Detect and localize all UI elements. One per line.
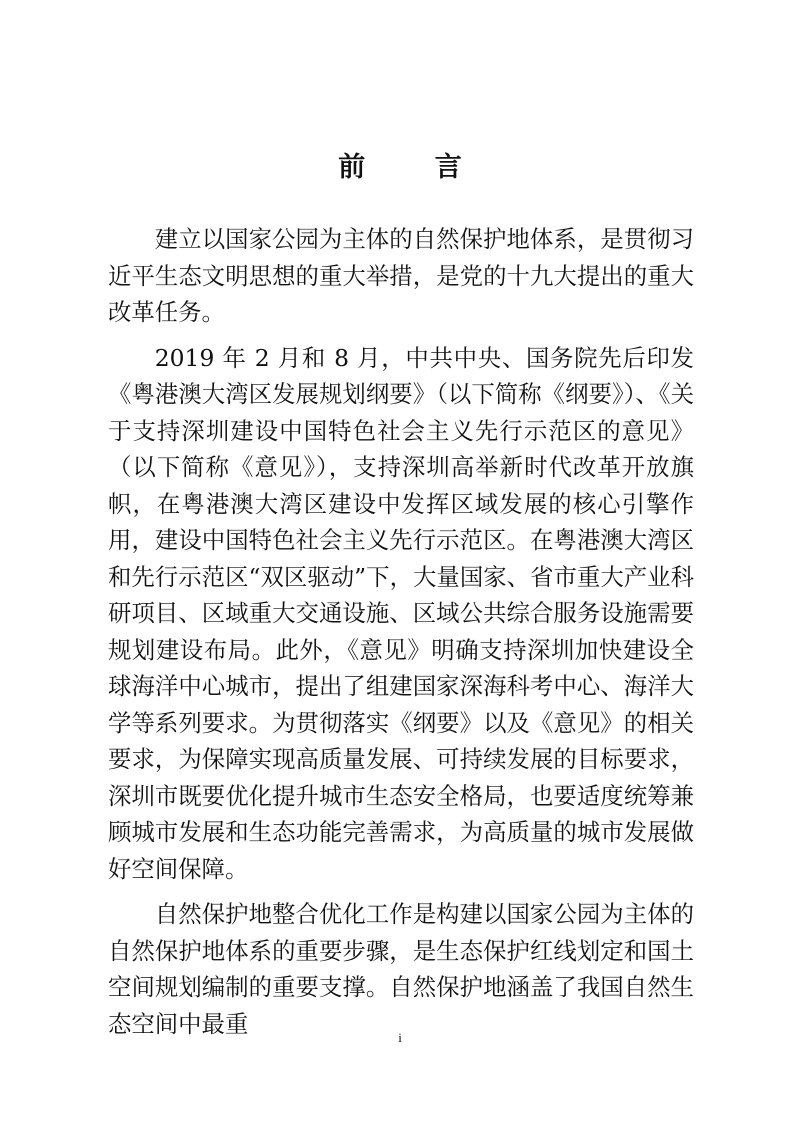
page-title: 前 言 <box>338 152 492 183</box>
paragraph-3: 自然保护地整合优化工作是构建以国家公园为主体的自然保护地体系的重要步骤，是生态保护红线划定和国土空间规划编制的重要支撑。自然保护地涵盖了我国自然生态空间中最重 <box>108 900 694 1038</box>
page-number: i <box>398 1030 402 1045</box>
paragraph-1: 建立以国家公园为主体的自然保护地体系，是贯彻习近平生态文明思想的重大举措，是党的十九大提出的重大改革任务。 <box>108 225 694 326</box>
paragraph-2: 2019 年 2 月和 8 月，中共中央、国务院先后印发《粤港澳大湾区发展规划纲要》（以下简称《纲要》）、《关于支持深圳建设中国特色社会主义先行示范区的意见》（以下简称《意见》），支持深圳高举新时代改革开放旗帜，在粤港澳大湾区建设中发挥区域发展的核心引擎作用，建设中国特色社会主义先行示范区。在粤港澳大湾区和先行示范区“双区驱动”下，大量国家、省市重大产业科研项目、区域重大交通设施、区域公共综合服务设施需要规划建设布局。此外，《意见》明确支持深圳加快建设全球海洋中心城市，提出了组建国家深海科考中心、海洋大学等系列要求。为贯彻落实《纲要》以及《意见》的相关要求，为保障实现高质量发展、可持续发展的目标要求，深圳市既要优化提升城市生态安全格局，也要适度统筹兼顾城市发展和生态功能完善需求，为高质量的城市发展做好空间保障。 <box>108 343 694 883</box>
body-text <box>108 221 694 1042</box>
